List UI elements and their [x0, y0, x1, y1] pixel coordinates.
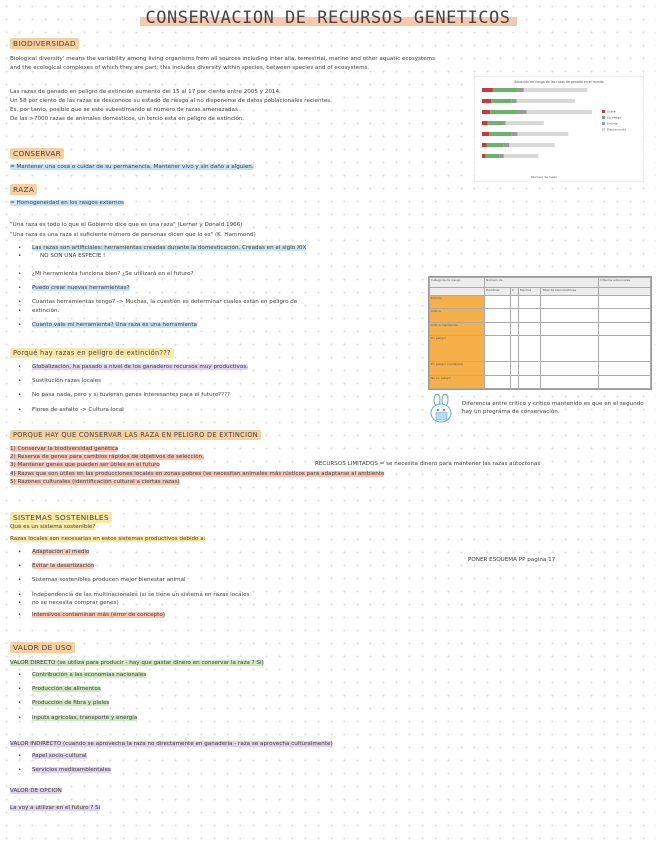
- raza-quote1: "Una raza es todo lo que el Gobierno dice que es una raza" (Lerner y Donald,1966): [10, 222, 243, 228]
- porque-item-4: 4) Razas que son útiles en las producciones locales en zonas pobres (se necesitan animales más rústicos para adaptarse al ambiente: [10, 470, 385, 477]
- chart-bar-sobre-3: [482, 110, 490, 114]
- porque-heading: PORQUE HAY QUE CONSERVAR LAS RAZA EN PELIGRO DE EXTINCION: [10, 430, 261, 440]
- sost-bullet-3: • Sistemas sostenibles producen mejor bienestar animal: [10, 576, 420, 584]
- page-title: CONSERVACION DE RECURSOS GENETICOS: [0, 8, 656, 28]
- raza-no-especie: • NO SON UNA ESPECIE !: [10, 252, 420, 260]
- conservar-line: = Mantener una cosa o cuidar de su permanencia, Mantener vivo y sin daño a alguien.: [10, 164, 254, 170]
- table-row: No en peligro: [430, 375, 485, 388]
- stat-line2: Un 58 por ciento de las razas se desconoce su estado de riesgo al no disponerse de datos poblacionales recientes.: [10, 98, 332, 104]
- chart-bar-sobre-5: [482, 132, 489, 136]
- chart-bar-en-riesgo-5: [489, 132, 511, 136]
- stat-line1: Las razas de ganado en peligro de extinción aumentó del 15 al 17 por ciento entre 2005 y 2014.: [10, 89, 281, 95]
- chart-bar-extinta-5: [511, 132, 517, 136]
- sost-bullet-4: • Independencia de las multinacionales (si se tiene un sistema en razas locales: [10, 591, 420, 599]
- raza-bullet-5: • Cuanto vale mi herramienta? Una raza es una herramienta: [10, 321, 420, 329]
- chart-bar-en-riesgo-7: [486, 154, 500, 158]
- poner-esquema: PONER ESQUEMA PP pagina 17: [468, 557, 556, 563]
- table-subheader-2: C: [510, 288, 518, 296]
- peligro-bullet-3: • No pasa nada, pero y si tuvieran genes interesantes para el futuro????: [10, 391, 420, 399]
- raza-bullet-3: • Puedo crear nuevas herramientas?: [10, 284, 420, 292]
- stat-line4: De las >7000 razas de animales domésticos, un tercio esta en peligro de extinción.: [10, 116, 245, 122]
- table-header-3: Criterios adicionales: [598, 278, 650, 288]
- indirecto-bullet-1: • Papel socio-cultural: [10, 752, 420, 760]
- valor-uso-heading: VALOR DE USO: [10, 642, 75, 653]
- chart-bar-extinta-7: [499, 154, 504, 158]
- directo-bullet-4: • Inputs agrícolas, transporte y energía: [10, 714, 420, 722]
- table-row: En peligro: [430, 336, 485, 362]
- chart-legend-label: Sobre: [607, 109, 616, 114]
- table-subheader-4: Total de reproductores: [541, 288, 598, 296]
- conservar-heading: CONSERVAR: [10, 148, 64, 159]
- chart-bar-desconocido-1: [524, 88, 588, 92]
- chart-bar-desconocido-5: [517, 132, 568, 136]
- table-row: Crítica mantenida: [430, 322, 485, 335]
- peligro-bullet-1: • Globalización, ha pasado a nivel de los ganaderos recursos muy productivos.: [10, 363, 420, 371]
- sost-bullet-1: • Adaptación al medio: [10, 548, 420, 556]
- sostenible-question: Qué es un sistema sostenible?: [10, 524, 96, 530]
- chart-title: Situación de riesgo de las razas de ganado en el mundo: [514, 80, 604, 84]
- raza-quote2: "Una raza es una raza si suficiente número de personas dicen que lo es" (K. Hammond): [10, 232, 256, 238]
- chart-legend-swatch: [602, 110, 605, 113]
- peligro-heading: Porqué hay razas en peligro de extinción???: [10, 348, 174, 358]
- porque-item-3: 3) Mantener genes que pueden ser útiles en el futuro: [10, 462, 160, 469]
- porque-item-2: 2) Reserva de genes para cambios rápidos de objetivos de selección.: [10, 454, 204, 461]
- directo-bullet-2: • Producción de alimentos: [10, 685, 420, 693]
- biodiversidad-heading: BIODIVERSIDAD: [10, 38, 79, 49]
- valor-indirecto: VALOR INDIRECTO (cuando se aprovecha la raza no directamente en ganadería - raza se aprovecha culturalmente): [10, 741, 333, 747]
- sostenible-line: Razas locales son necesarias en estos sistemas productivos debido a:: [10, 536, 206, 542]
- chart-bar-en-riesgo-3: [490, 110, 517, 114]
- chart-xlabel: Número de razas: [531, 175, 557, 179]
- raza-bullet-4-cont: • extinción.: [10, 307, 420, 315]
- directo-bullet-1: • Contribución a las economías nacionales: [10, 671, 420, 679]
- chart-svg: [474, 76, 644, 182]
- chart-bar-extinta-1: [517, 88, 524, 92]
- chart-bar-en-riesgo-4: [487, 121, 502, 125]
- raza-bullet-1: • Las razas son artificiales: herramientas creadas durante la domesticación. Creadas en el siglo XIX: [10, 244, 420, 252]
- biodiversity-def-line2: and the ecological complexes of which they are part; this includes diversity within species, between species and of ecosystems.: [10, 65, 370, 71]
- chart-bar-en-riesgo-6: [487, 143, 504, 147]
- chart-bar-en-riesgo-1: [493, 88, 517, 92]
- table-header-1: Categoría de riesgo: [430, 278, 485, 288]
- chart-legend-label: Desconocido: [607, 127, 627, 132]
- chart-bar-en-riesgo-2: [491, 99, 511, 103]
- valor-opcion: VALOR DE OPCION: [10, 788, 62, 794]
- sost-bullet-4-cont: • no se necesita comprar genes): [10, 599, 420, 607]
- chart-bar-desconocido-7: [504, 154, 539, 158]
- sost-bullet-5: • Intensivos contaminan más (error de concepto): [10, 611, 420, 619]
- risk-category-table: [428, 276, 652, 390]
- valor-directo: VALOR DIRECTO (se utiliza para producir - hay que gastar dinero en conservar la raza ? Sí): [10, 660, 264, 666]
- chart-bar-extinta-6: [504, 143, 509, 147]
- table-subheader-1: Hembras: [485, 288, 511, 296]
- chart-bar-desconocido-4: [506, 121, 544, 125]
- table-row: Crítica: [430, 309, 485, 322]
- chart-bar-extinta-2: [511, 99, 516, 103]
- chart-bar-desconocido-6: [509, 143, 554, 147]
- raza-bullet-4: • Cuantas herramientas tengo? -> Muchas, la cuestión es determinar cuales están en peligro de: [10, 298, 420, 306]
- valor-opcion-line: La voy a utilizar en el futuro ? Sí: [10, 805, 101, 811]
- chart-bar-sobre-1: [482, 88, 493, 92]
- raza-heading: RAZA: [10, 184, 37, 195]
- chart-bar-extinta-4: [502, 121, 506, 125]
- risk-status-chart: [474, 76, 644, 182]
- peligro-bullet-4: • Flores de asfalto -> Cultura local: [10, 406, 420, 414]
- porque-item-1: 1) Conservar la biodiversidad genética: [10, 446, 119, 452]
- chart-bar-extinta-3: [517, 110, 526, 114]
- indirecto-bullet-2: • Servicios medioambientales: [10, 766, 420, 774]
- risk-table: [429, 277, 651, 389]
- raza-line1: = Homogeneidad en los rasgos externos: [10, 200, 124, 206]
- chart-bar-desconocido-3: [527, 110, 592, 114]
- chart-bar-sobre-6: [482, 143, 487, 147]
- biodiversity-def-line1: Biological diversity' means the variability among living organisms from all sources including inter alia, terrestrial, marine and other aquatic ecosystems: [10, 56, 436, 62]
- table-subheader-3: Machos: [518, 288, 540, 296]
- chart-legend-swatch: [602, 122, 605, 125]
- porque-item-5: 5) Razones culturales (identificación cultural a ciertas razas): [10, 478, 180, 485]
- table-row: En peligro mantenida: [430, 362, 485, 375]
- chart-legend-label: Extinta: [607, 121, 618, 126]
- chart-bar-sobre-7: [482, 154, 486, 158]
- chart-legend-label: En riesgo: [607, 115, 621, 120]
- directo-bullet-3: • Producción de fibra y pieles: [10, 699, 420, 707]
- chart-bar-sobre-2: [482, 99, 491, 103]
- bunny-icon: [428, 394, 456, 428]
- peligro-bullet-2: • Sustitución razas locales: [10, 377, 420, 385]
- chart-bar-sobre-4: [482, 121, 487, 125]
- sostenibles-heading: SISTEMAS SOSTENIBLES: [10, 512, 112, 523]
- stat-line3: Es, por tanto, posible que se esté subestimando el número de razas amenazadas: [10, 107, 238, 113]
- chart-legend-swatch: [602, 128, 605, 131]
- chart-legend-swatch: [602, 116, 605, 119]
- table-header-2: Número de: [485, 278, 599, 288]
- recursos-limitados: RECURSOS LIMITADOS = se necesita dinero para mantener las razas autoctonas: [315, 461, 541, 467]
- raza-bullet-2: • ¿Mi herramienta funciona bien? ¿Se utilizará en el futuro?: [10, 270, 420, 278]
- table-row: Extinta: [430, 296, 485, 309]
- table-note: Diferencia entre crítico y crítico mantenido es que en el segundo hay un programa de conservación.: [462, 401, 644, 416]
- sost-bullet-2: • Evitar la desertización: [10, 562, 420, 570]
- chart-bar-desconocido-2: [517, 99, 575, 103]
